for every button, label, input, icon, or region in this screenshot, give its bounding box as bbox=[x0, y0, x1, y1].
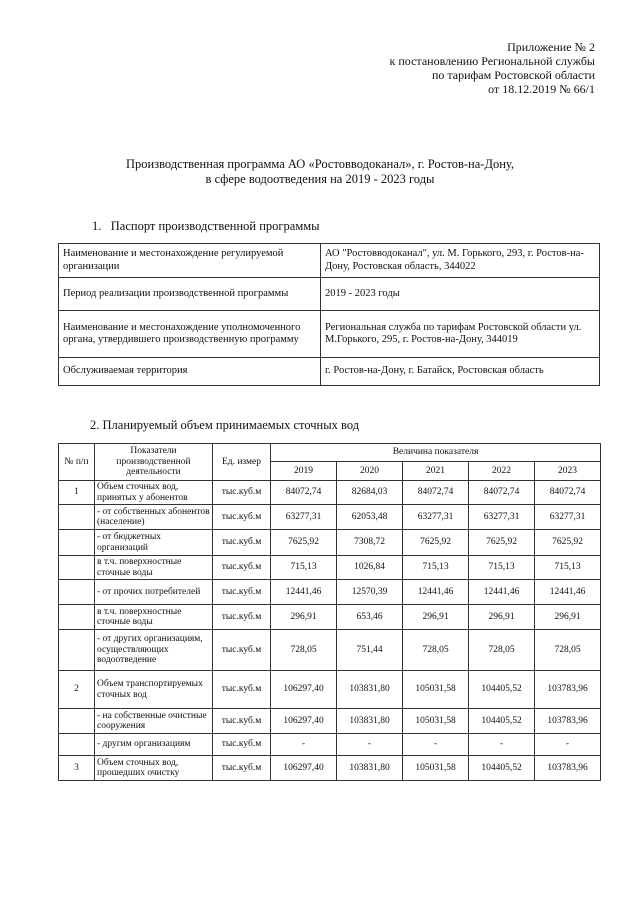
row-value: 62053,48 bbox=[337, 505, 403, 530]
row-value: 63277,31 bbox=[403, 505, 469, 530]
row-value: 715,13 bbox=[469, 556, 535, 580]
row-value: 103831,80 bbox=[337, 671, 403, 709]
passport-value: 2019 - 2023 годы bbox=[321, 278, 600, 311]
row-value: 63277,31 bbox=[469, 505, 535, 530]
passport-row bbox=[59, 358, 600, 386]
row-value: 84072,74 bbox=[535, 481, 601, 505]
row-value: 63277,31 bbox=[271, 505, 337, 530]
row-value: 106297,40 bbox=[271, 709, 337, 734]
row-value: 104405,52 bbox=[469, 709, 535, 734]
row-value: 12441,46 bbox=[271, 580, 337, 605]
row-value: 84072,74 bbox=[469, 481, 535, 505]
row-indicator: - от собственных абонентов (население) bbox=[95, 505, 213, 530]
row-number bbox=[59, 556, 95, 580]
row-indicator: в т.ч. поверхностные сточные воды bbox=[95, 556, 213, 580]
row-value: 728,05 bbox=[535, 630, 601, 671]
row-value: 7308,72 bbox=[337, 530, 403, 556]
row-value: 12441,46 bbox=[535, 580, 601, 605]
row-value: 296,91 bbox=[535, 605, 601, 630]
passport-value: АО "Ростовводоканал", ул. М. Горького, 293, г. Ростов-на-Дону, Ростовская область, 344022 bbox=[321, 244, 600, 278]
appendix-line: Приложение № 2 bbox=[507, 40, 595, 54]
row-unit: тыс.куб.м bbox=[213, 580, 271, 605]
table-row bbox=[59, 505, 601, 530]
row-unit: тыс.куб.м bbox=[213, 530, 271, 556]
row-value: 63277,31 bbox=[535, 505, 601, 530]
row-value: 7625,92 bbox=[403, 530, 469, 556]
row-value: 82684,03 bbox=[337, 481, 403, 505]
table-row bbox=[59, 530, 601, 556]
passport-label: Наименование и местонахождение уполномоченного органа, утвердившего производственную программу bbox=[59, 311, 321, 358]
row-value: 106297,40 bbox=[271, 756, 337, 781]
row-value: 84072,74 bbox=[403, 481, 469, 505]
row-value: 715,13 bbox=[271, 556, 337, 580]
passport-value: Региональная служба по тарифам Ростовской области ул. М.Горького, 295, г. Ростов-на-Дону, 344019 bbox=[321, 311, 600, 358]
section-number: 1. bbox=[92, 219, 102, 233]
section-title: Паспорт производственной программы bbox=[110, 219, 320, 233]
row-unit: тыс.куб.м bbox=[213, 756, 271, 781]
row-value: 728,05 bbox=[469, 630, 535, 671]
appendix-line: от 18.12.2019 № 66/1 bbox=[488, 82, 595, 96]
row-number bbox=[59, 734, 95, 756]
row-value: 104405,52 bbox=[469, 756, 535, 781]
row-value: 103783,96 bbox=[535, 756, 601, 781]
row-number: 2 bbox=[59, 671, 95, 709]
table-row bbox=[59, 605, 601, 630]
row-value: 296,91 bbox=[403, 605, 469, 630]
row-value: 728,05 bbox=[271, 630, 337, 671]
volume-table bbox=[58, 443, 601, 781]
row-indicator: Объем сточных вод, принятых у абонентов bbox=[95, 481, 213, 505]
row-value: 104405,52 bbox=[469, 671, 535, 709]
row-indicator: - от бюджетных организаций bbox=[95, 530, 213, 556]
row-unit: тыс.куб.м bbox=[213, 605, 271, 630]
row-value: 296,91 bbox=[469, 605, 535, 630]
row-value: 12570,39 bbox=[337, 580, 403, 605]
row-value: 751,44 bbox=[337, 630, 403, 671]
table-row bbox=[59, 671, 601, 709]
row-value: 84072,74 bbox=[271, 481, 337, 505]
row-value: 7625,92 bbox=[535, 530, 601, 556]
volume-table-body bbox=[59, 481, 601, 781]
row-indicator: - другим организациям bbox=[95, 734, 213, 756]
passport-row bbox=[59, 278, 600, 311]
row-unit: тыс.куб.м bbox=[213, 556, 271, 580]
row-number: 3 bbox=[59, 756, 95, 781]
row-number bbox=[59, 605, 95, 630]
row-unit: тыс.куб.м bbox=[213, 505, 271, 530]
row-value: 7625,92 bbox=[271, 530, 337, 556]
row-indicator: - на собственные очистные сооружения bbox=[95, 709, 213, 734]
row-value: - bbox=[337, 734, 403, 756]
header-year: 2022 bbox=[469, 462, 535, 481]
table-row bbox=[59, 709, 601, 734]
passport-table bbox=[58, 243, 600, 386]
row-value: 7625,92 bbox=[469, 530, 535, 556]
header-value-group: Величина показателя bbox=[271, 444, 601, 462]
row-value: 296,91 bbox=[271, 605, 337, 630]
document-title bbox=[0, 157, 640, 187]
header-unit: Ед. измер bbox=[213, 444, 271, 481]
row-number: 1 bbox=[59, 481, 95, 505]
row-value: 715,13 bbox=[535, 556, 601, 580]
row-number bbox=[59, 580, 95, 605]
row-value: 12441,46 bbox=[403, 580, 469, 605]
row-value: 12441,46 bbox=[469, 580, 535, 605]
row-value: - bbox=[271, 734, 337, 756]
row-value: 103783,96 bbox=[535, 671, 601, 709]
row-number bbox=[59, 505, 95, 530]
section-2-heading: 2. Планируемый объем принимаемых сточных вод bbox=[90, 418, 360, 432]
row-indicator: в т.ч. поверхностные сточные воды bbox=[95, 605, 213, 630]
row-value: 103783,96 bbox=[535, 709, 601, 734]
row-indicator: Объем транспортируемых сточных вод bbox=[95, 671, 213, 709]
row-value: - bbox=[469, 734, 535, 756]
header-indicator: Показатели производственной деятельности bbox=[95, 444, 213, 481]
header-year: 2021 bbox=[403, 462, 469, 481]
section-1-heading bbox=[92, 219, 320, 234]
row-indicator: - от других организациям, осуществляющих водоотведение bbox=[95, 630, 213, 671]
row-number bbox=[59, 630, 95, 671]
row-value: 728,05 bbox=[403, 630, 469, 671]
row-value: 105031,58 bbox=[403, 756, 469, 781]
header-year: 2023 bbox=[535, 462, 601, 481]
appendix-line: по тарифам Ростовской области bbox=[431, 68, 595, 82]
header-num: № п/п bbox=[59, 444, 95, 481]
table-row bbox=[59, 630, 601, 671]
row-value: 653,46 bbox=[337, 605, 403, 630]
row-value: - bbox=[535, 734, 601, 756]
header-row bbox=[59, 444, 601, 462]
row-indicator: Объем сточных вод, прошедших очистку bbox=[95, 756, 213, 781]
row-value: 103831,80 bbox=[337, 756, 403, 781]
row-value: 103831,80 bbox=[337, 709, 403, 734]
row-unit: тыс.куб.м bbox=[213, 630, 271, 671]
row-number bbox=[59, 530, 95, 556]
row-unit: тыс.куб.м bbox=[213, 709, 271, 734]
table-row bbox=[59, 481, 601, 505]
header-year: 2020 bbox=[337, 462, 403, 481]
passport-row bbox=[59, 311, 600, 358]
header-year: 2019 bbox=[271, 462, 337, 481]
row-unit: тыс.куб.м bbox=[213, 671, 271, 709]
table-row bbox=[59, 580, 601, 605]
table-row bbox=[59, 756, 601, 781]
passport-label: Наименование и местонахождение регулируемой организации bbox=[59, 244, 321, 278]
title-line: в сфере водоотведения на 2019 - 2023 годы bbox=[205, 172, 435, 186]
row-indicator: - от прочих потребителей bbox=[95, 580, 213, 605]
title-line: Производственная программа АО «Ростовводоканал», г. Ростов-на-Дону, bbox=[125, 157, 515, 171]
passport-label: Обслуживаемая территория bbox=[59, 358, 321, 386]
passport-row bbox=[59, 244, 600, 278]
row-value: - bbox=[403, 734, 469, 756]
appendix-block bbox=[390, 40, 595, 96]
row-value: 1026,84 bbox=[337, 556, 403, 580]
row-unit: тыс.куб.м bbox=[213, 481, 271, 505]
row-value: 105031,58 bbox=[403, 709, 469, 734]
appendix-line: к постановлению Региональной службы bbox=[389, 54, 595, 68]
row-number bbox=[59, 709, 95, 734]
row-value: 106297,40 bbox=[271, 671, 337, 709]
table-row bbox=[59, 734, 601, 756]
row-unit: тыс.куб.м bbox=[213, 734, 271, 756]
passport-value: г. Ростов-на-Дону, г. Батайск, Ростовская область bbox=[321, 358, 600, 386]
passport-label: Период реализации производственной программы bbox=[59, 278, 321, 311]
row-value: 715,13 bbox=[403, 556, 469, 580]
table-row bbox=[59, 556, 601, 580]
row-value: 105031,58 bbox=[403, 671, 469, 709]
